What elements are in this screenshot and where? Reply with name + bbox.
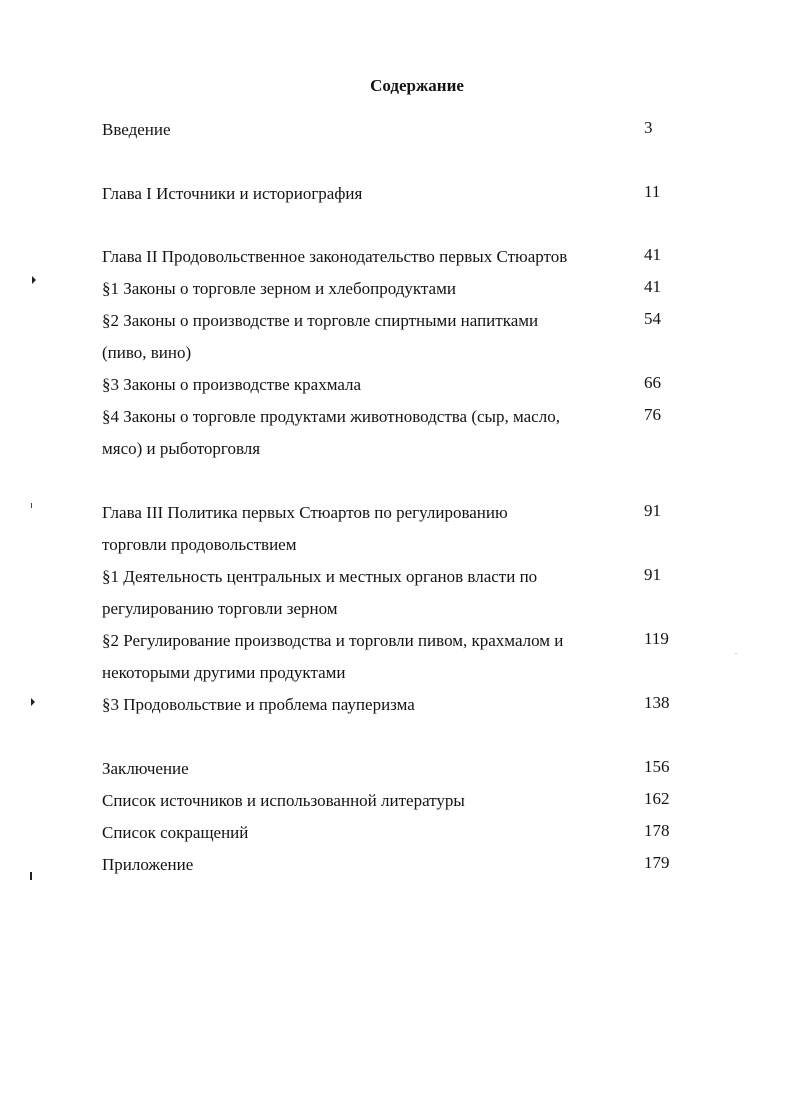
- scan-mark: [735, 653, 737, 654]
- toc-entry-introduction: Введение: [102, 120, 171, 139]
- scan-mark: [31, 698, 35, 706]
- toc-page-abbreviations: 178: [644, 821, 670, 840]
- toc-entry-ch2-sec2: §2 Законы о производстве и торговле спиртными напитками: [102, 311, 539, 330]
- toc-entry-appendix: Приложение: [102, 855, 194, 874]
- toc-page-ch2-sec2: 54: [644, 309, 661, 328]
- toc-entry-chapter-3: Глава III Политика первых Стюартов по регулированию: [102, 503, 508, 522]
- toc-entry-chapter-1: Глава I Источники и историография: [102, 184, 363, 203]
- toc-page-ch2-sec3: 66: [644, 373, 661, 392]
- toc-entry-ch2-sec4-cont: мясо) и рыботорговля: [102, 439, 261, 458]
- toc-page-chapter-2: 41: [644, 245, 661, 264]
- toc-entry-ch3-sec3: §3 Продовольствие и проблема пауперизма: [102, 695, 415, 714]
- toc-page-ch2-sec4: 76: [644, 405, 661, 424]
- toc-page-conclusion: 156: [644, 757, 670, 776]
- toc-page-bibliography: 162: [644, 789, 670, 808]
- toc-entry-conclusion: Заключение: [102, 759, 189, 778]
- toc-entry-ch3-sec2: §2 Регулирование производства и торговли пивом, крахмалом и: [102, 631, 564, 650]
- toc-entry-ch2-sec1: §1 Законы о торговле зерном и хлебопродуктами: [102, 279, 456, 298]
- toc-entry-ch2-sec4: §4 Законы о торговле продуктами животноводства (сыр, масло,: [102, 407, 560, 426]
- toc-entry-ch2-sec2-cont: (пиво, вино): [102, 343, 192, 362]
- scan-mark: [31, 503, 32, 508]
- toc-page-ch3-sec3: 138: [644, 693, 670, 712]
- toc-entry-chapter-2: Глава II Продовольственное законодательство первых Стюартов: [102, 247, 568, 266]
- page-title: Содержание: [370, 76, 464, 95]
- toc-page-appendix: 179: [644, 853, 670, 872]
- toc-entry-ch3-sec1: §1 Деятельность центральных и местных органов власти по: [102, 567, 538, 586]
- toc-page-chapter-3: 91: [644, 501, 661, 520]
- toc-entry-ch3-sec1-cont: регулированию торговли зерном: [102, 599, 338, 618]
- toc-page-ch3-sec2: 119: [644, 629, 669, 648]
- toc-page-ch3-sec1: 91: [644, 565, 661, 584]
- toc-entry-bibliography: Список источников и использованной литературы: [102, 791, 465, 810]
- toc-page-introduction: 3: [644, 118, 653, 137]
- toc-entry-ch3-sec2-cont: некоторыми другими продуктами: [102, 663, 346, 682]
- scan-mark: [30, 872, 32, 880]
- toc-page-chapter-1: 11: [644, 182, 661, 201]
- toc-entry-ch2-sec3: §3 Законы о производстве крахмала: [102, 375, 362, 394]
- toc-entry-abbreviations: Список сокращений: [102, 823, 249, 842]
- toc-entry-chapter-3-cont: торговли продовольствием: [102, 535, 297, 554]
- toc-page-ch2-sec1: 41: [644, 277, 661, 296]
- scan-mark: [32, 276, 36, 284]
